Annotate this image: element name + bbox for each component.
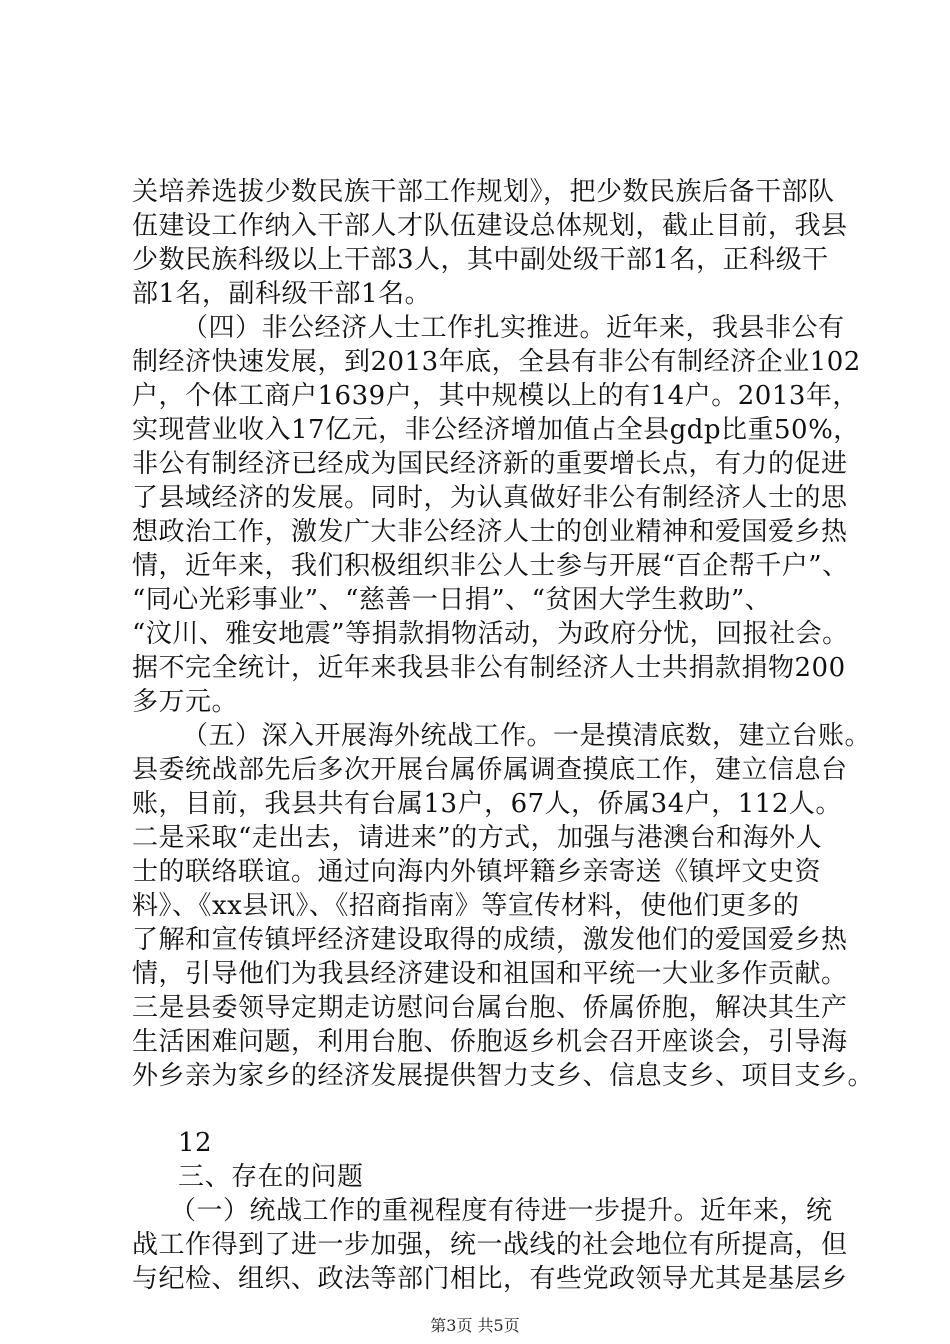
text-line: 情，近年来，我们积极组织非公人士参与开展“百企帮千户”、 [132,551,849,581]
text-line: 实现营业收入17亿元，非公经济增加值占全县gdp比重50%， [132,415,860,445]
text-line: 非公有制经济已经成为国民经济新的重要增长点，有力的促进 [132,449,848,479]
text-line: 想政治工作，激发广大非公经济人士的创业精神和爱国爱乡热 [132,517,848,547]
text-line: 了县域经济的发展。同时，为认真做好非公有制经济人士的思 [132,483,848,513]
text-line: 据不完全统计，近年来我县非公有制经济人士共捐款捐物200 [132,653,846,683]
text-line: 生活困难问题，利用台胞、侨胞返乡机会召开座谈会，引导海 [132,1027,848,1057]
text-line: 县委统战部先后多次开展台属侨属调查摸底工作，建立信息台 [132,755,848,785]
text-line: 战工作得到了进一步加强，统一战线的社会地位有所提高，但 [132,1230,848,1260]
text-line: 二是采取“走出去，请进来”的方式，加强与港澳台和海外人 [132,823,823,853]
text-line: 多万元。 [132,687,239,717]
text-line: 伍建设工作纳入干部人才队伍建设总体规划，截止目前，我县 [132,211,848,241]
text-line: “同心光彩事业”、“慈善一日捐”、“贫困大学生救助”、 [132,585,772,615]
section-heading: 三、存在的问题 [178,1162,364,1192]
page-footer: 第3页 共5页 [430,1316,520,1335]
text-line: 关培养选拔少数民族干部工作规划》，把少数民族后备干部队 [132,177,835,207]
text-line: 户，个体工商户1639户，其中规模以上的有14户。2013年， [132,381,859,411]
text-line: 情，引导他们为我县经济建设和祖国和平统一大业多作贡献。 [132,959,848,989]
text-line: 少数民族科级以上干部3人，其中副处级干部1名，正科级干 [132,245,829,275]
text-line: “汶川、雅安地震”等捐款捐物活动，为政府分忧，回报社会。 [132,619,849,649]
paragraph-heading-5: （五）深入开展海外统战工作。一是摸清底数，建立台账。 [182,721,872,751]
text-line: 料》、《xx县讯》、《招商指南》等宣传材料，使他们更多的 [132,891,800,921]
page-marker: 12 [178,1128,213,1158]
text-line: 外乡亲为家乡的经济发展提供智力支乡、信息支乡、项目支乡。 [132,1061,875,1091]
text-line: 制经济快速发展，到2013年底，全县有非公有制经济企业102 [132,347,861,377]
paragraph-heading-1: （一）统战工作的重视程度有待进一步提升。近年来，统 [170,1196,833,1226]
text-line: 与纪检、组织、政法等部门相比，有些党政领导尤其是基层乡 [132,1264,848,1294]
text-line: 三是县委领导定期走访慰问台属台胞、侨属侨胞，解决其生产 [132,993,848,1023]
text-line: 账，目前，我县共有台属13户，67人，侨属34户，112人。 [132,789,842,819]
paragraph-heading-4: （四）非公经济人士工作扎实推进。近年来，我县非公有 [182,313,845,343]
text-line: 了解和宣传镇坪经济建设取得的成绩，激发他们的爱国爱乡热 [132,925,848,955]
text-line: 部1名，副科级干部1名。 [132,279,432,309]
text-line: 士的联络联谊。通过向海内外镇坪籍乡亲寄送《镇坪文史资 [132,857,822,887]
